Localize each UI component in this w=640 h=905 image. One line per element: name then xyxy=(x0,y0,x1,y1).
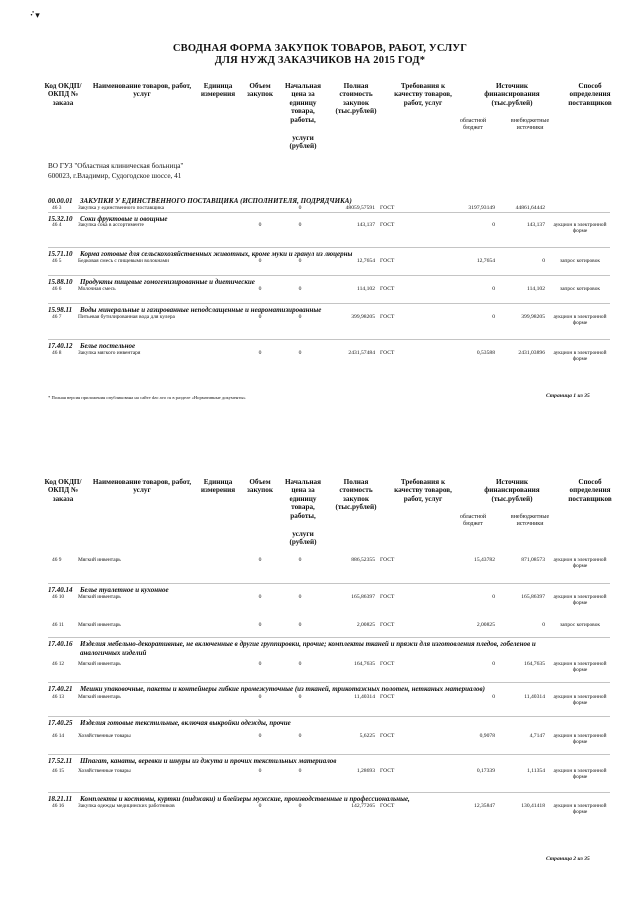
row-cost: 886,52355 xyxy=(351,557,375,563)
section-divider xyxy=(48,716,610,717)
header-name: Наименование товаров, работ, услуг xyxy=(92,82,192,99)
header-volume: Объем закупок xyxy=(247,82,273,99)
section-divider xyxy=(48,754,610,755)
row-requirements: ГОСТ xyxy=(380,768,395,774)
row-requirements: ГОСТ xyxy=(380,694,395,700)
section-divider xyxy=(48,792,610,793)
row-budget: 0 xyxy=(492,594,495,600)
row-number: 46 16 xyxy=(52,803,65,809)
section-title: Шпагат, канаты, веревки и шнуры из джута и прочих текстильных материалов xyxy=(80,757,337,765)
row-method: аукцион в электронной форме xyxy=(553,733,607,746)
row-name: Мягкий инвентарь xyxy=(78,557,121,563)
row-volume: 0 xyxy=(298,557,302,563)
row-cost: 5,6225 xyxy=(359,733,375,739)
row-requirements: ГОСТ xyxy=(380,258,395,264)
header-price: Начальная цена за единицу товара, работы, xyxy=(284,478,322,520)
row-volume: 0 xyxy=(298,314,302,320)
row-unit: 0 xyxy=(258,557,262,563)
row-method: аукцион в электронной форме xyxy=(553,694,607,707)
row-name: Молочная смесь xyxy=(78,286,116,292)
row-number: 46 5 xyxy=(52,258,62,264)
header-code: Код ОКДП/ ОКПД № заказа xyxy=(44,82,82,107)
row-offbudget: 164,7635 xyxy=(524,661,545,667)
row-budget: 0 xyxy=(492,314,495,320)
row-volume: 0 xyxy=(298,803,302,809)
row-cost: 12,7654 xyxy=(356,258,375,264)
row-cost: 399,98205 xyxy=(351,314,375,320)
section-code: 17.40.12 xyxy=(48,342,73,350)
row-offbudget: 11,40314 xyxy=(524,694,545,700)
row-number: 46 13 xyxy=(52,694,65,700)
row-budget: 0,9078 xyxy=(479,733,495,739)
row-name: Мягкий инвентарь xyxy=(78,622,121,628)
section-divider xyxy=(48,637,610,638)
header-price-services: услуги (рублей) xyxy=(289,134,317,151)
row-budget: 0 xyxy=(492,286,495,292)
row-cost: 11,40314 xyxy=(354,694,375,700)
row-volume: 0 xyxy=(298,222,302,228)
row-cost: 48059,57591 xyxy=(345,205,375,211)
row-requirements: ГОСТ xyxy=(380,622,395,628)
row-name: Закупка сока в ассортименте xyxy=(78,222,144,228)
section-divider xyxy=(48,682,610,683)
row-unit: 0 xyxy=(258,594,262,600)
row-cost: 164,7635 xyxy=(354,661,375,667)
row-method: запрос котировок xyxy=(559,286,601,292)
section-title: Комплекты и костюмы, куртки (пиджаки) и блейзеры мужские, производственные и профессиональные, xyxy=(80,795,410,803)
section-code: 17.40.25 xyxy=(48,719,73,727)
row-cost: 143,137 xyxy=(356,222,375,228)
row-name: Закупка мягкого инвентаря xyxy=(78,350,141,356)
header-cost: Полная стоимость закупок (тыс.рублей) xyxy=(335,478,377,512)
section-code: 17.52.11 xyxy=(48,757,73,765)
row-name: Мягкий инвентарь xyxy=(78,694,121,700)
section-divider xyxy=(48,339,610,340)
section-code: 15.32.10 xyxy=(48,215,73,223)
page-number-1: Страница 1 из 35 xyxy=(546,393,590,399)
row-number: 46 7 xyxy=(52,314,62,320)
section-title: Изделия готовые текстильные, включая выкройки одежды, прочие xyxy=(80,719,291,727)
row-number: 46 6 xyxy=(52,286,62,292)
section-code: 17.40.21 xyxy=(48,685,73,693)
header-code: Код ОКДП/ ОКПД № заказа xyxy=(44,478,82,503)
section-title: Изделия мебельно-декоративные, не включенные в другие группировки, прочие; комплекты тканей и пряжи для изготовления пледов, гобеленов и аналогичных изделий xyxy=(80,640,536,657)
section-code: 15.98.11 xyxy=(48,306,73,314)
row-volume: 0 xyxy=(298,661,302,667)
row-unit: 0 xyxy=(258,622,262,628)
section-code: 17.40.14 xyxy=(48,586,73,594)
row-budget: 12,35847 xyxy=(474,803,495,809)
org-address: 600023, г.Владимир, Судогодское шоссе, 41 xyxy=(48,172,182,180)
row-requirements: ГОСТ xyxy=(380,350,395,356)
row-budget: 12,7654 xyxy=(476,258,495,264)
row-unit: 0 xyxy=(258,350,262,356)
row-cost: 2431,57484 xyxy=(348,350,375,356)
header-method: Способ определения поставщиков xyxy=(568,82,612,107)
row-budget: 0 xyxy=(492,222,495,228)
row-offbudget: 2431,03896 xyxy=(518,350,545,356)
header-source-offbudget: внебюджетные источники xyxy=(510,514,550,527)
row-unit: 0 xyxy=(258,661,262,667)
row-offbudget: 114,102 xyxy=(527,286,545,292)
row-unit: 0 xyxy=(258,258,262,264)
row-number: 46 10 xyxy=(52,594,65,600)
header-name: Наименование товаров, работ, услуг xyxy=(92,478,192,495)
row-unit: 0 xyxy=(258,694,262,700)
row-number: 46 3 xyxy=(52,205,62,211)
row-volume: 0 xyxy=(298,350,302,356)
row-volume: 0 xyxy=(298,594,302,600)
section-title: Продукты пищевые гомогенизированные и диетические xyxy=(80,278,255,286)
row-offbudget: 130,41418 xyxy=(521,803,545,809)
row-cost: 114,102 xyxy=(357,286,375,292)
row-requirements: ГОСТ xyxy=(380,557,395,563)
row-requirements: ГОСТ xyxy=(380,205,395,211)
row-method: аукцион в электронной форме xyxy=(553,768,607,781)
row-budget: 0 xyxy=(492,694,495,700)
row-method: аукцион в электронной форме xyxy=(553,594,607,607)
row-number: 46 14 xyxy=(52,733,65,739)
row-volume: 0 xyxy=(298,733,302,739)
document-title-line1: СВОДНАЯ ФОРМА ЗАКУПОК ТОВАРОВ, РАБОТ, УСЛУГ xyxy=(172,43,468,54)
row-budget: 0,17339 xyxy=(476,768,495,774)
row-cost: 142,77265 xyxy=(351,803,375,809)
header-cost: Полная стоимость закупок (тыс.рублей) xyxy=(335,82,377,116)
row-requirements: ГОСТ xyxy=(380,661,395,667)
row-requirements: ГОСТ xyxy=(380,314,395,320)
row-budget: 0 xyxy=(492,661,495,667)
row-cost: 1,28693 xyxy=(356,768,375,774)
row-requirements: ГОСТ xyxy=(380,733,395,739)
row-offbudget: 1,11354 xyxy=(527,768,545,774)
section-code: 17.40.16 xyxy=(48,640,73,648)
header-unit: Единица измерения xyxy=(200,478,236,495)
row-unit: 0 xyxy=(258,768,262,774)
row-name: Бедковая смесь с пищевыми волокнами xyxy=(78,258,169,264)
row-offbudget: 871,08573 xyxy=(521,557,545,563)
row-offbudget: 44861,64442 xyxy=(515,205,545,211)
row-method: аукцион в электронной форме xyxy=(553,661,607,674)
row-name: Мягкий инвентарь xyxy=(78,594,121,600)
row-name: Закупка одежды медицинских работников xyxy=(78,803,175,809)
row-number: 46 8 xyxy=(52,350,62,356)
row-name: Мягкий инвентарь xyxy=(78,661,121,667)
row-offbudget: 0 xyxy=(542,258,545,264)
row-unit: 0 xyxy=(258,222,262,228)
row-name: Закупка у единственного поставщика xyxy=(78,205,165,211)
header-price: Начальная цена за единицу товара, работы, xyxy=(284,82,322,124)
header-source-offbudget: внебюджетные источники xyxy=(510,118,550,131)
header-source: Источник финансирования (тыс.рублей) xyxy=(484,478,540,503)
row-method: аукцион в электронной форме xyxy=(553,557,607,570)
row-budget: 3197,93149 xyxy=(468,205,495,211)
section-title: Воды минеральные и газированные неподслащенные и неароматизированные xyxy=(80,306,322,314)
row-requirements: ГОСТ xyxy=(380,594,395,600)
row-offbudget: 399,98205 xyxy=(521,314,545,320)
row-method: аукцион в электронной форме xyxy=(553,314,607,327)
row-requirements: ГОСТ xyxy=(380,222,395,228)
footnote: * Полная версия приложения опубликована на сайте dzo avo ru в разделе «Нормативные документы» xyxy=(48,395,246,400)
section-divider xyxy=(48,212,610,213)
row-number: 46 15 xyxy=(52,768,65,774)
row-number: 46 4 xyxy=(52,222,62,228)
section-code: 15.88.10 xyxy=(48,278,73,286)
row-cost: 2,00825 xyxy=(356,622,375,628)
header-volume: Объем закупок xyxy=(247,478,273,495)
row-volume: 0 xyxy=(298,286,302,292)
row-method: запрос котировок xyxy=(559,258,601,264)
row-name: Хозяйственные товары xyxy=(78,733,131,739)
row-volume: 0 xyxy=(298,205,302,211)
row-unit: 0 xyxy=(258,733,262,739)
org-name: ВО ГУЗ "Областная клиническая больница" xyxy=(48,162,184,170)
header-source-budget: областной бюджет xyxy=(459,118,487,131)
row-number: 46 12 xyxy=(52,661,65,667)
row-method: аукцион в электронной форме xyxy=(553,222,607,235)
section-title: Соки фруктовые и овощные xyxy=(80,215,168,223)
row-offbudget: 165,86397 xyxy=(521,594,545,600)
document-title-line2: ДЛЯ НУЖД ЗАКАЗЧИКОВ НА 2015 ГОД* xyxy=(214,55,426,66)
header-source-budget: областной бюджет xyxy=(459,514,487,527)
row-offbudget: 4,7147 xyxy=(529,733,545,739)
row-name: Хозяйственные товары xyxy=(78,768,131,774)
section-divider xyxy=(48,247,610,248)
scan-mark: ·̓ ▾ xyxy=(30,10,40,20)
section-divider xyxy=(48,583,610,584)
row-volume: 0 xyxy=(298,768,302,774)
section-title: Корма готовые для сельскохозяйственных животных, кроме муки и гранул из люцерны xyxy=(80,250,353,258)
row-unit: 0 xyxy=(258,286,262,292)
header-source: Источник финансирования (тыс.рублей) xyxy=(484,82,540,107)
header-requirements: Требования к качеству товаров, работ, услуг xyxy=(394,82,452,107)
page-number-2: Страница 2 из 35 xyxy=(546,856,590,862)
header-requirements: Требования к качеству товаров, работ, услуг xyxy=(394,478,452,503)
row-volume: 0 xyxy=(298,622,302,628)
section-code: 00.00.01 xyxy=(48,197,73,205)
row-requirements: ГОСТ xyxy=(380,286,395,292)
row-volume: 0 xyxy=(298,694,302,700)
row-number: 46 9 xyxy=(52,557,62,563)
header-method: Способ определения поставщиков xyxy=(568,478,612,503)
row-method: аукцион в электронной форме xyxy=(553,350,607,363)
row-requirements: ГОСТ xyxy=(380,803,395,809)
section-title: Мешки упаковочные, пакеты и контейнеры гибкие промежуточные (из тканей, трикотажных полотен, нетканых материалов) xyxy=(80,685,486,693)
row-budget: 15,43782 xyxy=(474,557,495,563)
section-title: Белье постельное xyxy=(80,342,136,350)
section-divider xyxy=(48,303,610,304)
row-name: Питьевая бутилированная вода для кулера xyxy=(78,314,175,320)
row-budget: 0,53588 xyxy=(476,350,495,356)
row-unit: 0 xyxy=(258,314,262,320)
row-unit: 0 xyxy=(258,803,262,809)
section-code: 15.71.10 xyxy=(48,250,73,258)
section-title: Белье туалетное и кухонное xyxy=(80,586,169,594)
row-volume: 0 xyxy=(298,258,302,264)
row-method: аукцион в электронной форме xyxy=(553,803,607,816)
row-number: 46 11 xyxy=(52,622,64,628)
header-price-services: услуги (рублей) xyxy=(289,530,317,547)
header-unit: Единица измерения xyxy=(200,82,236,99)
section-title: ЗАКУПКИ У ЕДИНСТВЕННОГО ПОСТАВЩИКА (ИСПОЛНИТЕЛЯ, ПОДРЯДЧИКА) xyxy=(80,197,352,205)
row-method: запрос котировок xyxy=(559,622,601,628)
section-code: 18.21.11 xyxy=(48,795,73,803)
section-divider xyxy=(48,275,610,276)
row-budget: 2,00825 xyxy=(476,622,495,628)
row-offbudget: 143,137 xyxy=(526,222,545,228)
row-cost: 165,86397 xyxy=(351,594,375,600)
row-offbudget: 0 xyxy=(542,622,545,628)
